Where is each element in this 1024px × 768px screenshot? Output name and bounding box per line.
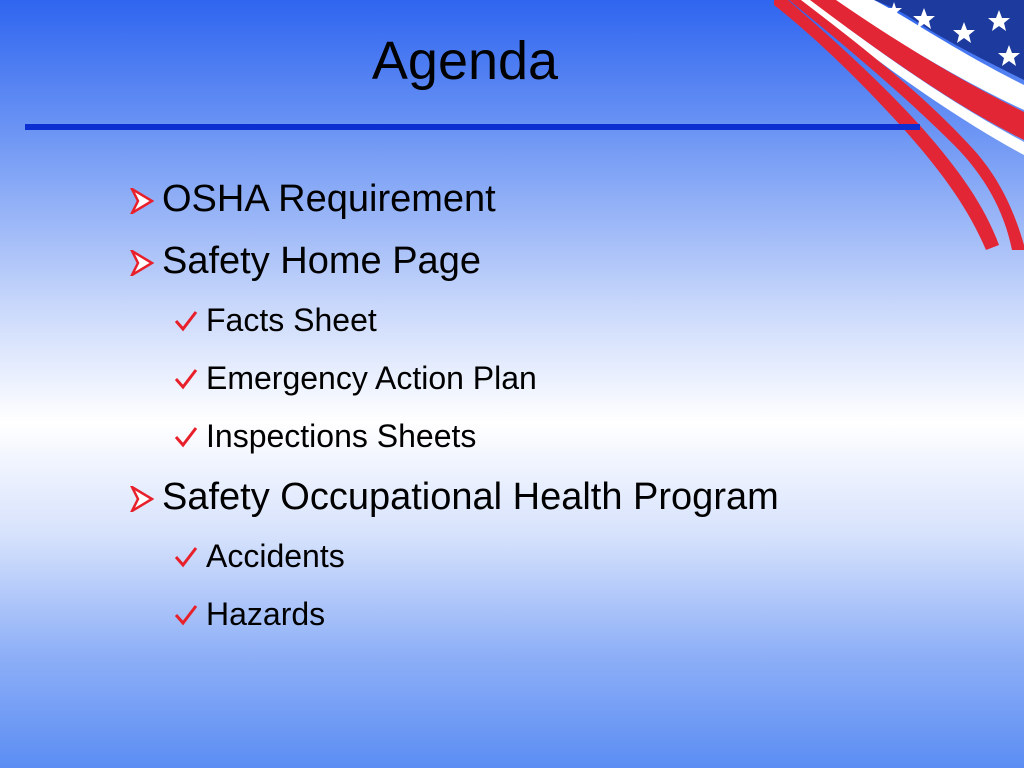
slide-title: Agenda bbox=[371, 31, 559, 91]
checkmark-icon bbox=[174, 309, 200, 333]
arrow-bullet-icon bbox=[130, 250, 156, 276]
agenda-item-label: Safety Home Page bbox=[162, 240, 481, 282]
agenda-subitem bbox=[174, 418, 984, 476]
agenda-subitem-label: Emergency Action Plan bbox=[206, 360, 537, 396]
agenda-subitem bbox=[174, 360, 984, 418]
agenda-subitem-label: Facts Sheet bbox=[206, 302, 377, 338]
agenda-item-label: OSHA Requirement bbox=[162, 178, 496, 220]
arrow-bullet-icon bbox=[130, 188, 156, 214]
agenda-subitem-label: Accidents bbox=[206, 538, 345, 574]
checkmark-icon bbox=[174, 545, 200, 569]
checkmark-icon bbox=[174, 603, 200, 627]
agenda-subitem bbox=[174, 302, 984, 360]
agenda-subitem-label: Inspections Sheets bbox=[206, 418, 477, 454]
arrow-bullet-icon bbox=[130, 486, 156, 512]
agenda-item bbox=[130, 178, 984, 240]
checkmark-icon bbox=[174, 367, 200, 391]
title-underline-rule bbox=[25, 124, 920, 130]
agenda-item bbox=[130, 240, 984, 302]
agenda-subitem bbox=[174, 538, 984, 596]
agenda-item bbox=[130, 476, 984, 538]
agenda-subitem-label: Hazards bbox=[206, 596, 326, 632]
agenda-list bbox=[130, 178, 984, 654]
agenda-item-label: Safety Occupational Health Program bbox=[162, 476, 779, 518]
checkmark-icon bbox=[174, 425, 200, 449]
agenda-subitem bbox=[174, 596, 984, 654]
